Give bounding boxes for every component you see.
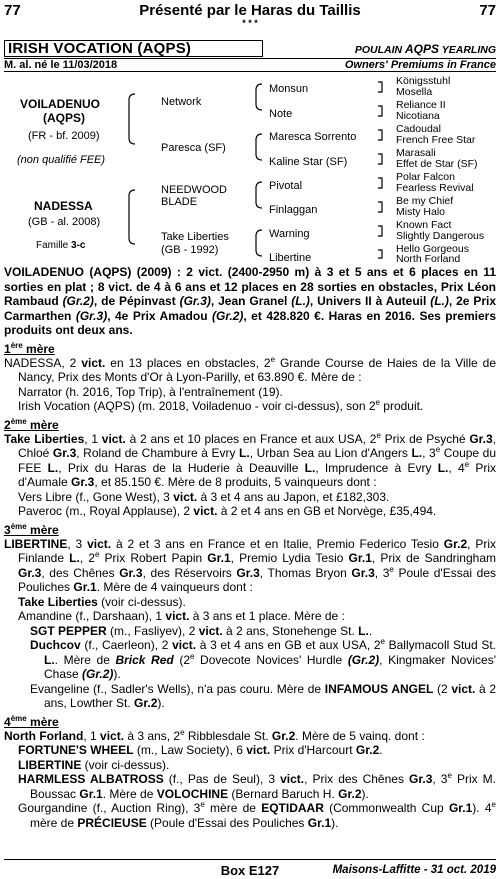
mere3-grandchild-3: Evangeline (f., Sadler's Wells), n'a pas couru. Mère de INFAMOUS ANGEL (2 vict. à 2 ans, Lowther St. Gr.2). xyxy=(30,681,497,710)
gen3-7: Libertine xyxy=(269,252,312,264)
page-footer xyxy=(4,859,496,879)
gen3-3: Kaline Star (SF) xyxy=(269,156,348,168)
mere4-paragraph: North Forland, 1 vict. à 3 ans, 2e Ribblesdale St. Gr.2. Mère de 5 vainq. dont : xyxy=(4,727,425,743)
mere4-child-1: FORTUNE'S WHEEL (m., Law Society), 6 vict. Prix d'Harcourt Gr.2. xyxy=(18,743,383,757)
gen4-6: Marasali xyxy=(396,147,436,159)
gen2-network: Network xyxy=(161,96,202,108)
gen2-blade: BLADE xyxy=(161,196,198,208)
gen3-2: Maresca Sorrento xyxy=(269,131,357,143)
gen4-15: North Forland xyxy=(396,253,461,265)
sire-summary: VOILADENUO (AQPS) (2009) : 2 vict. (2400-2950 m) à 3 et 5 ans et 6 places en 11 sorties en plat ; 8 vict. de 4 à 6 ans et 12 places en 28 sorties en obstacles, Prix Léon Rambaud (Gr.2), de Pépinvast (Gr.3), Jean Granel (L.), Univers II à Auteuil (L.), 2e Prix Carmarthen (Gr.3), 4e Prix Amadou (Gr.2), et 428.820 €. Haras en 2016. Ses premiers produits ont deux ans. xyxy=(4,265,497,337)
mere2-paragraph: Take Liberties, 1 vict. à 2 ans et 10 places en France et aux USA, 2e Prix de Psyché Gr.3, Chloé Gr.3, Roland de Chambure à Evry L., Urban Sea au Lion d'Angers L., 3e Coupe du FEE L., Prix du Haras de la Huderie à Deauville L., Imprudence à Evry L., 4e Prix d'Aumale Gr.3, et 85.150 €. Mère de 8 produits, 5 vainqueurs dont : xyxy=(4,430,497,489)
gen2-paresca: Paresca (SF) xyxy=(161,142,226,154)
pedigree-chart xyxy=(0,72,500,265)
horse-type: POULAIN AQPS YEARLING xyxy=(354,42,496,56)
gen3-1: Note xyxy=(269,108,293,120)
sale-place-date: Maisons-Laffitte - 31 oct. 2019 xyxy=(332,864,496,876)
gen4-8: Polar Falcon xyxy=(396,171,455,183)
gen2-take-liberties-origin: (GB - 1992) xyxy=(161,244,219,256)
section-2eme-mere: 2ème mère xyxy=(4,416,59,432)
gen3-6: Warning xyxy=(269,228,310,240)
gen3-0: Monsun xyxy=(269,83,309,95)
sire-qualifier: (AQPS) xyxy=(43,111,85,125)
gen4-0: Königsstuhl xyxy=(396,75,451,87)
lot-number-right: 77 xyxy=(479,2,496,19)
mere1-child-2: Irish Vocation (AQPS) (m. 2018, Voiladenuo - voir ci-dessus), son 2e produit. xyxy=(18,398,424,413)
sire-name: VOILADENUO xyxy=(20,97,101,111)
horse-name: IRISH VOCATION (AQPS) xyxy=(4,40,263,57)
gen2-needwood: NEEDWOOD xyxy=(161,184,227,196)
gen4-5: French Free Star xyxy=(396,134,476,146)
gen4-9: Fearless Revival xyxy=(396,182,474,194)
catalogue-text xyxy=(4,265,496,830)
mere4-child-3: HARMLESS ALBATROSS (f., Pas de Seul), 3 vict., Prix des Chênes Gr.3, 3e Prix M. Boussac Gr.1. Mère de VOLOCHINE (Bernard Baruch H. Gr.2). xyxy=(18,771,496,801)
mere3-paragraph: LIBERTINE, 3 vict. à 2 et 3 ans en France et en Italie, Premio Federico Tesio Gr.2, Prix Finlande L., 2e Prix Robert Papin Gr.1, Premio Lydia Tesio Gr.1, Prix de Sandringham Gr.3, des Chênes Gr.3, des Réservoirs Gr.3, Thomas Bryon Gr.3, 3e Poule d'Essai des Pouliches Gr.1. Mère de 4 vainqueurs dont : xyxy=(4,536,497,594)
box-number: Box E127 xyxy=(220,863,280,878)
horse-subheader xyxy=(4,58,496,72)
mere1-child-1: Narrator (h. 2016, Top Trip), à l'entraînement (19). xyxy=(18,384,283,399)
gen4-4: Cadoudal xyxy=(396,123,441,135)
mere2-child-1: Vers Libre (f., Gone West), 3 vict. à 3 et 4 ans au Japon, et £182,303. xyxy=(18,489,390,504)
dam-origin: (GB - al. 2008) xyxy=(28,216,101,228)
section-3eme-mere: 3ème mère xyxy=(4,521,59,537)
sire-note: (non qualifié FEE) xyxy=(17,154,106,166)
gen4-1: Mosella xyxy=(396,86,433,98)
gen4-13: Slightly Dangerous xyxy=(396,230,485,242)
mere3-child-2: Amandine (f., Darshaan), 1 vict. à 3 ans et 1 place. Mère de : xyxy=(18,609,345,623)
mere1-paragraph: NADESSA, 2 vict. en 13 places en obstacles, 2e Grande Course de Haies de la Ville de Nancy, Prix des Monts d'Or à Lyon-Parilly, et 63.890 €. Mère de : xyxy=(4,354,497,384)
gen3-4: Pivotal xyxy=(269,180,303,192)
mere3-child-1: Take Liberties (voir ci-dessus). xyxy=(18,594,186,609)
owners-premiums: Owners' Premiums in France xyxy=(344,59,496,71)
mere3-grandchild-1: SGT PEPPER (m., Fasliyev), 2 vict. à 2 ans, Stonehenge St. L.. xyxy=(30,623,373,638)
section-4eme-mere: 4ème mère xyxy=(4,713,59,729)
mere4-child-4: Gourgandine (f., Auction Ring), 3e mère de EQTIDAAR (Commonwealth Cup Gr.1). 4e mère de PRÉCIEUSE (Poule d'Essai des Pouliches Gr.1). xyxy=(18,800,496,830)
gen4-7: Effet de Star (SF) xyxy=(396,158,478,170)
gen4-10: Be my Chief xyxy=(396,195,454,207)
famille: Famille 3-c xyxy=(36,240,86,251)
gen4-12: Known Fact xyxy=(396,219,452,231)
mere4-child-2: LIBERTINE (voir ci-dessus). xyxy=(18,757,170,772)
gen4-3: Nicotiana xyxy=(396,110,440,122)
gen4-14: Hello Gorgeous xyxy=(396,243,469,255)
lot-number-left: 77 xyxy=(4,2,21,19)
gen3-5: Finlaggan xyxy=(269,204,318,216)
mere3-grandchild-2: Duchcov (f., Caerleon), 2 vict. à 3 et 4 ans en GB et aux USA, 2e Ballymacoll Stud St. L.. Mère de Brick Red (2e Dovecote Novices' Hurdle (Gr.2), Kingmaker Novices' Chase (Gr.2)). xyxy=(30,637,496,681)
consignor-title: Présenté par le Haras du Taillis xyxy=(139,2,361,19)
date-of-birth: M. al. né le 11/03/2018 xyxy=(4,59,118,71)
gen2-take-liberties: Take Liberties xyxy=(161,231,229,243)
gen4-2: Reliance II xyxy=(396,99,446,111)
header-stars: * * * xyxy=(242,18,258,28)
mere2-child-2: Paveroc (m., Royal Applause), 2 vict. à 2 et 4 ans en GB et Norvège, £35,494. xyxy=(18,504,437,518)
dam-name: NADESSA xyxy=(34,199,93,213)
section-1ere-mere: 1ère mère xyxy=(4,340,55,356)
sire-origin: (FR - bf. 2009) xyxy=(28,130,100,142)
gen4-11: Misty Halo xyxy=(396,206,446,218)
